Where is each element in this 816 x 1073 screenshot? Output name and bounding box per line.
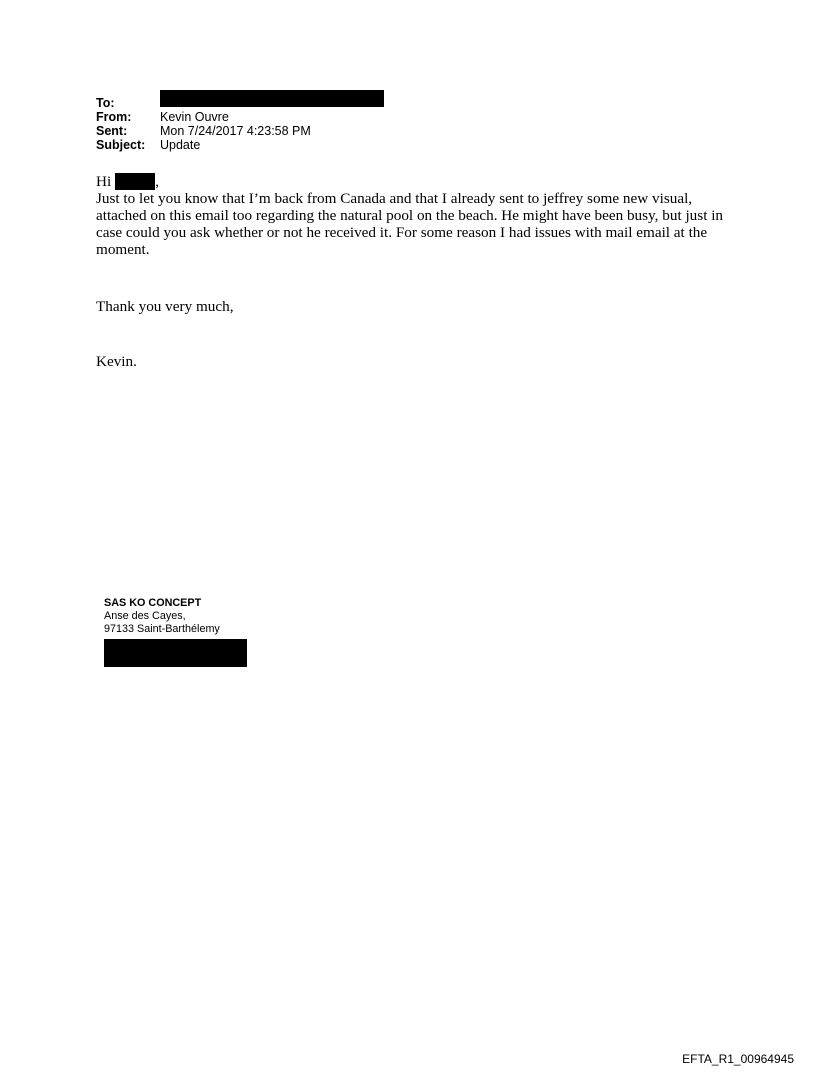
signature-block [104, 597, 247, 667]
subject-row [96, 138, 384, 152]
from-label: From: [96, 110, 132, 124]
greeting [96, 173, 736, 190]
greeting-suffix: , [155, 173, 159, 190]
from-value: Kevin Ouvre [160, 110, 229, 124]
redaction-box [160, 90, 384, 107]
email-body [96, 173, 736, 370]
from-row [96, 110, 384, 124]
to-label: To: [96, 96, 115, 110]
to-value [160, 96, 384, 110]
redaction-box [104, 639, 247, 667]
subject-label: Subject: [96, 138, 146, 152]
sent-row [96, 124, 384, 138]
signature-company: SAS KO CONCEPT [104, 597, 202, 609]
bates-number: EFTA_R1_00964945 [682, 1052, 794, 1066]
signature-address-line1: Anse des Cayes, [104, 610, 186, 622]
sent-value: Mon 7/24/2017 4:23:58 PM [160, 124, 311, 138]
greeting-prefix: Hi [96, 173, 112, 190]
signature-address-line2: 97133 Saint-Barthélemy [104, 623, 220, 635]
to-row [96, 96, 384, 110]
sent-label: Sent: [96, 124, 128, 138]
email-header [96, 96, 384, 152]
redaction-box [115, 173, 155, 190]
subject-value: Update [160, 138, 201, 152]
closing-line: Thank you very much, [96, 298, 234, 315]
body-paragraph: Just to let you know that I’m back from Canada and that I already sent to jeffrey some new visual, attached on this email too regarding the natural pool on the beach. He might have been busy, but just in case could you ask whether or not he received it. For some reason I had issues with mail email at the moment. [96, 190, 724, 258]
sender-signoff: Kevin. [96, 353, 137, 370]
